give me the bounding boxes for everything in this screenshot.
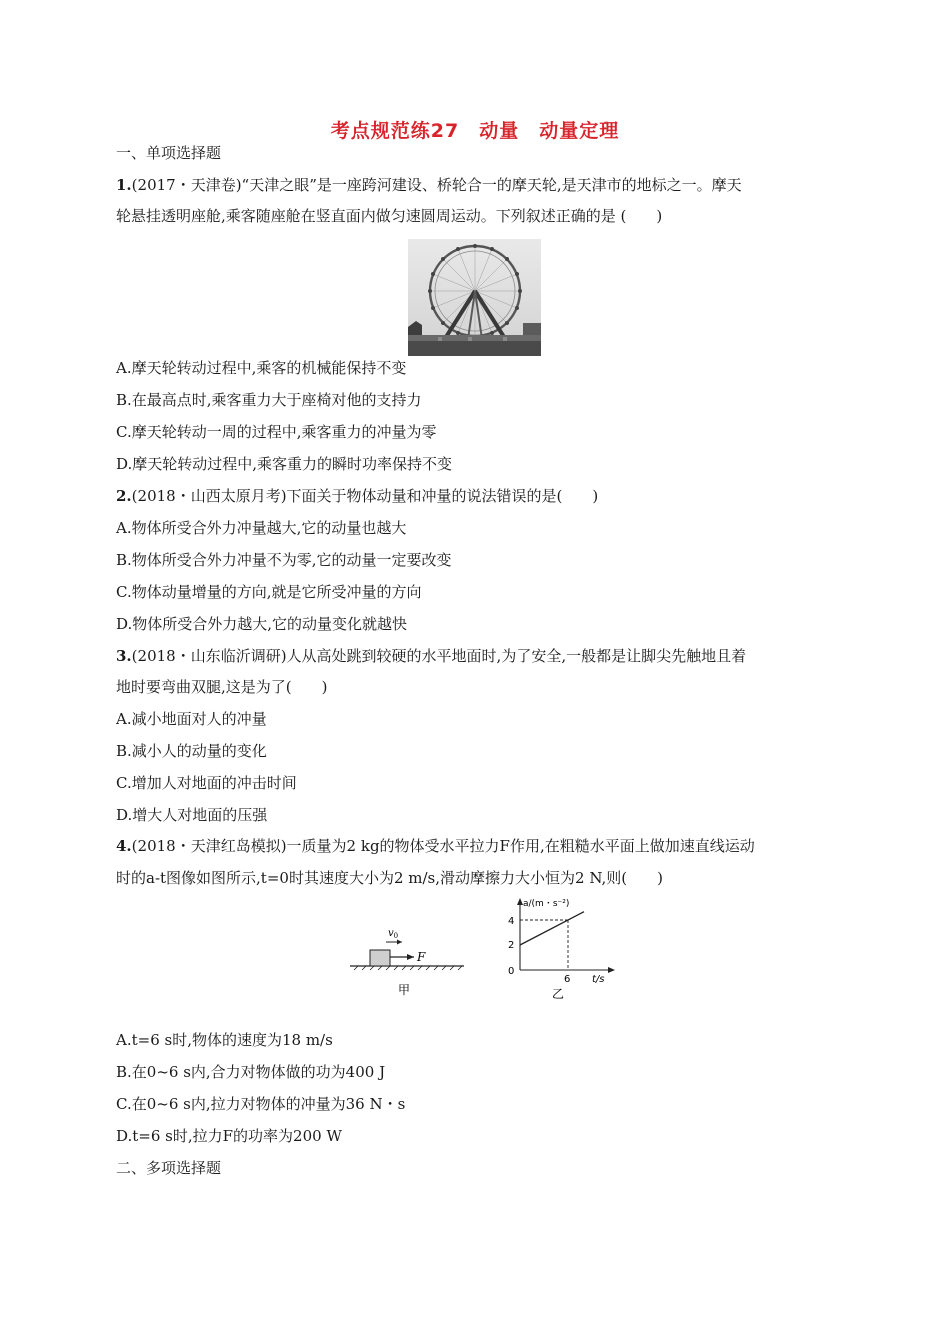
q4-text-1: (2018・天津红岛模拟)一质量为2 kg的物体受水平拉力F作用,在粗糙水平面上做加速直线运动 bbox=[131, 837, 755, 855]
origin-label: 0 bbox=[508, 966, 515, 977]
q3-line2: 地时要弯曲双腿,这是为了( ) bbox=[116, 678, 328, 696]
x-axis-arrow bbox=[608, 967, 615, 973]
section-single-choice: 一、单项选择题 bbox=[116, 144, 222, 162]
y-tick-2: 2 bbox=[508, 940, 515, 951]
q4-line1 bbox=[116, 836, 755, 856]
page-title: 考点规范练27 动量 动量定理 bbox=[330, 120, 620, 142]
q3-option-b: B.减小人的动量的变化 bbox=[116, 742, 267, 760]
q1-option-b: B.在最高点时,乘客重力大于座椅对他的支持力 bbox=[116, 391, 422, 409]
q2-number: 2. bbox=[116, 487, 132, 505]
x-axis-label: t/s bbox=[592, 974, 605, 985]
q4-option-a: A.t=6 s时,物体的速度为18 m/s bbox=[116, 1031, 333, 1049]
force-label: F bbox=[417, 950, 426, 964]
q2-option-a: A.物体所受合外力冲量越大,它的动量也越大 bbox=[116, 519, 407, 537]
q3-option-c: C.增加人对地面的冲击时间 bbox=[116, 774, 297, 792]
q4-option-d: D.t=6 s时,拉力F的功率为200 W bbox=[116, 1127, 342, 1145]
q2-option-d: D.物体所受合外力越大,它的动量变化就越快 bbox=[116, 615, 408, 633]
at-line bbox=[520, 912, 584, 945]
q2-line1 bbox=[116, 486, 598, 506]
q3-option-a: A.减小地面对人的冲量 bbox=[116, 710, 267, 728]
q1-line2: 轮悬挂透明座舱,乘客随座舱在竖直面内做匀速圆周运动。下列叙述正确的是 ( ) bbox=[116, 207, 663, 225]
q3-line1 bbox=[116, 646, 746, 666]
v0-label: $v_0$ bbox=[388, 928, 399, 940]
q4-option-b: B.在0~6 s内,合力对物体做的功为400 J bbox=[116, 1063, 386, 1081]
q1-option-d: D.摩天轮转动过程中,乘客重力的瞬时功率保持不变 bbox=[116, 455, 453, 473]
q4-option-c: C.在0~6 s内,拉力对物体的冲量为36 N・s bbox=[116, 1095, 406, 1113]
q2-option-c: C.物体动量增量的方向,就是它所受冲量的方向 bbox=[116, 583, 422, 601]
q4-number: 4. bbox=[116, 837, 132, 855]
v0-subscript: 0 bbox=[393, 932, 399, 940]
force-arrow-head bbox=[407, 954, 414, 960]
q2-option-b: B.物体所受合外力冲量不为零,它的动量一定要改变 bbox=[116, 551, 452, 569]
ferris-wheel-photo bbox=[408, 239, 541, 356]
section-multi-choice: 二、多项选择题 bbox=[116, 1159, 222, 1177]
q1-number: 1. bbox=[116, 176, 132, 194]
block bbox=[370, 950, 390, 966]
x-tick-6: 6 bbox=[564, 974, 571, 985]
figure-yi-caption: 乙 bbox=[551, 987, 565, 1000]
q1-option-c: C.摩天轮转动一周的过程中,乘客重力的冲量为零 bbox=[116, 423, 437, 441]
q4-line2: 时的a-t图像如图所示,t=0时其速度大小为2 m/s,滑动摩擦力大小恒为2 N,则( ) bbox=[116, 869, 663, 887]
q3-option-d: D.增大人对地面的压强 bbox=[116, 806, 268, 824]
figure-jia-caption: 甲 bbox=[397, 983, 411, 997]
figure-jia-block bbox=[346, 920, 472, 1000]
q3-number: 3. bbox=[116, 647, 132, 665]
y-tick-4: 4 bbox=[508, 916, 515, 927]
q3-text-1: (2018・山东临沂调研)人从高处跳到较硬的水平地面时,为了安全,一般都是让脚尖先触地且着 bbox=[131, 647, 747, 665]
figure-yi-at-graph bbox=[500, 894, 620, 1000]
q1-line1 bbox=[116, 175, 742, 195]
q1-text-1: (2017・天津卷)“天津之眼”是一座跨河建设、桥轮合一的摩天轮,是天津市的地标之一。摩天 bbox=[131, 176, 742, 194]
q2-text-1: (2018・山西太原月考)下面关于物体动量和冲量的说法错误的是( ) bbox=[131, 487, 599, 505]
v0-arrow-head bbox=[397, 940, 402, 945]
y-axis-label: a/(m・s⁻²) bbox=[523, 899, 570, 909]
q1-option-a: A.摩天轮转动过程中,乘客的机械能保持不变 bbox=[116, 359, 407, 377]
